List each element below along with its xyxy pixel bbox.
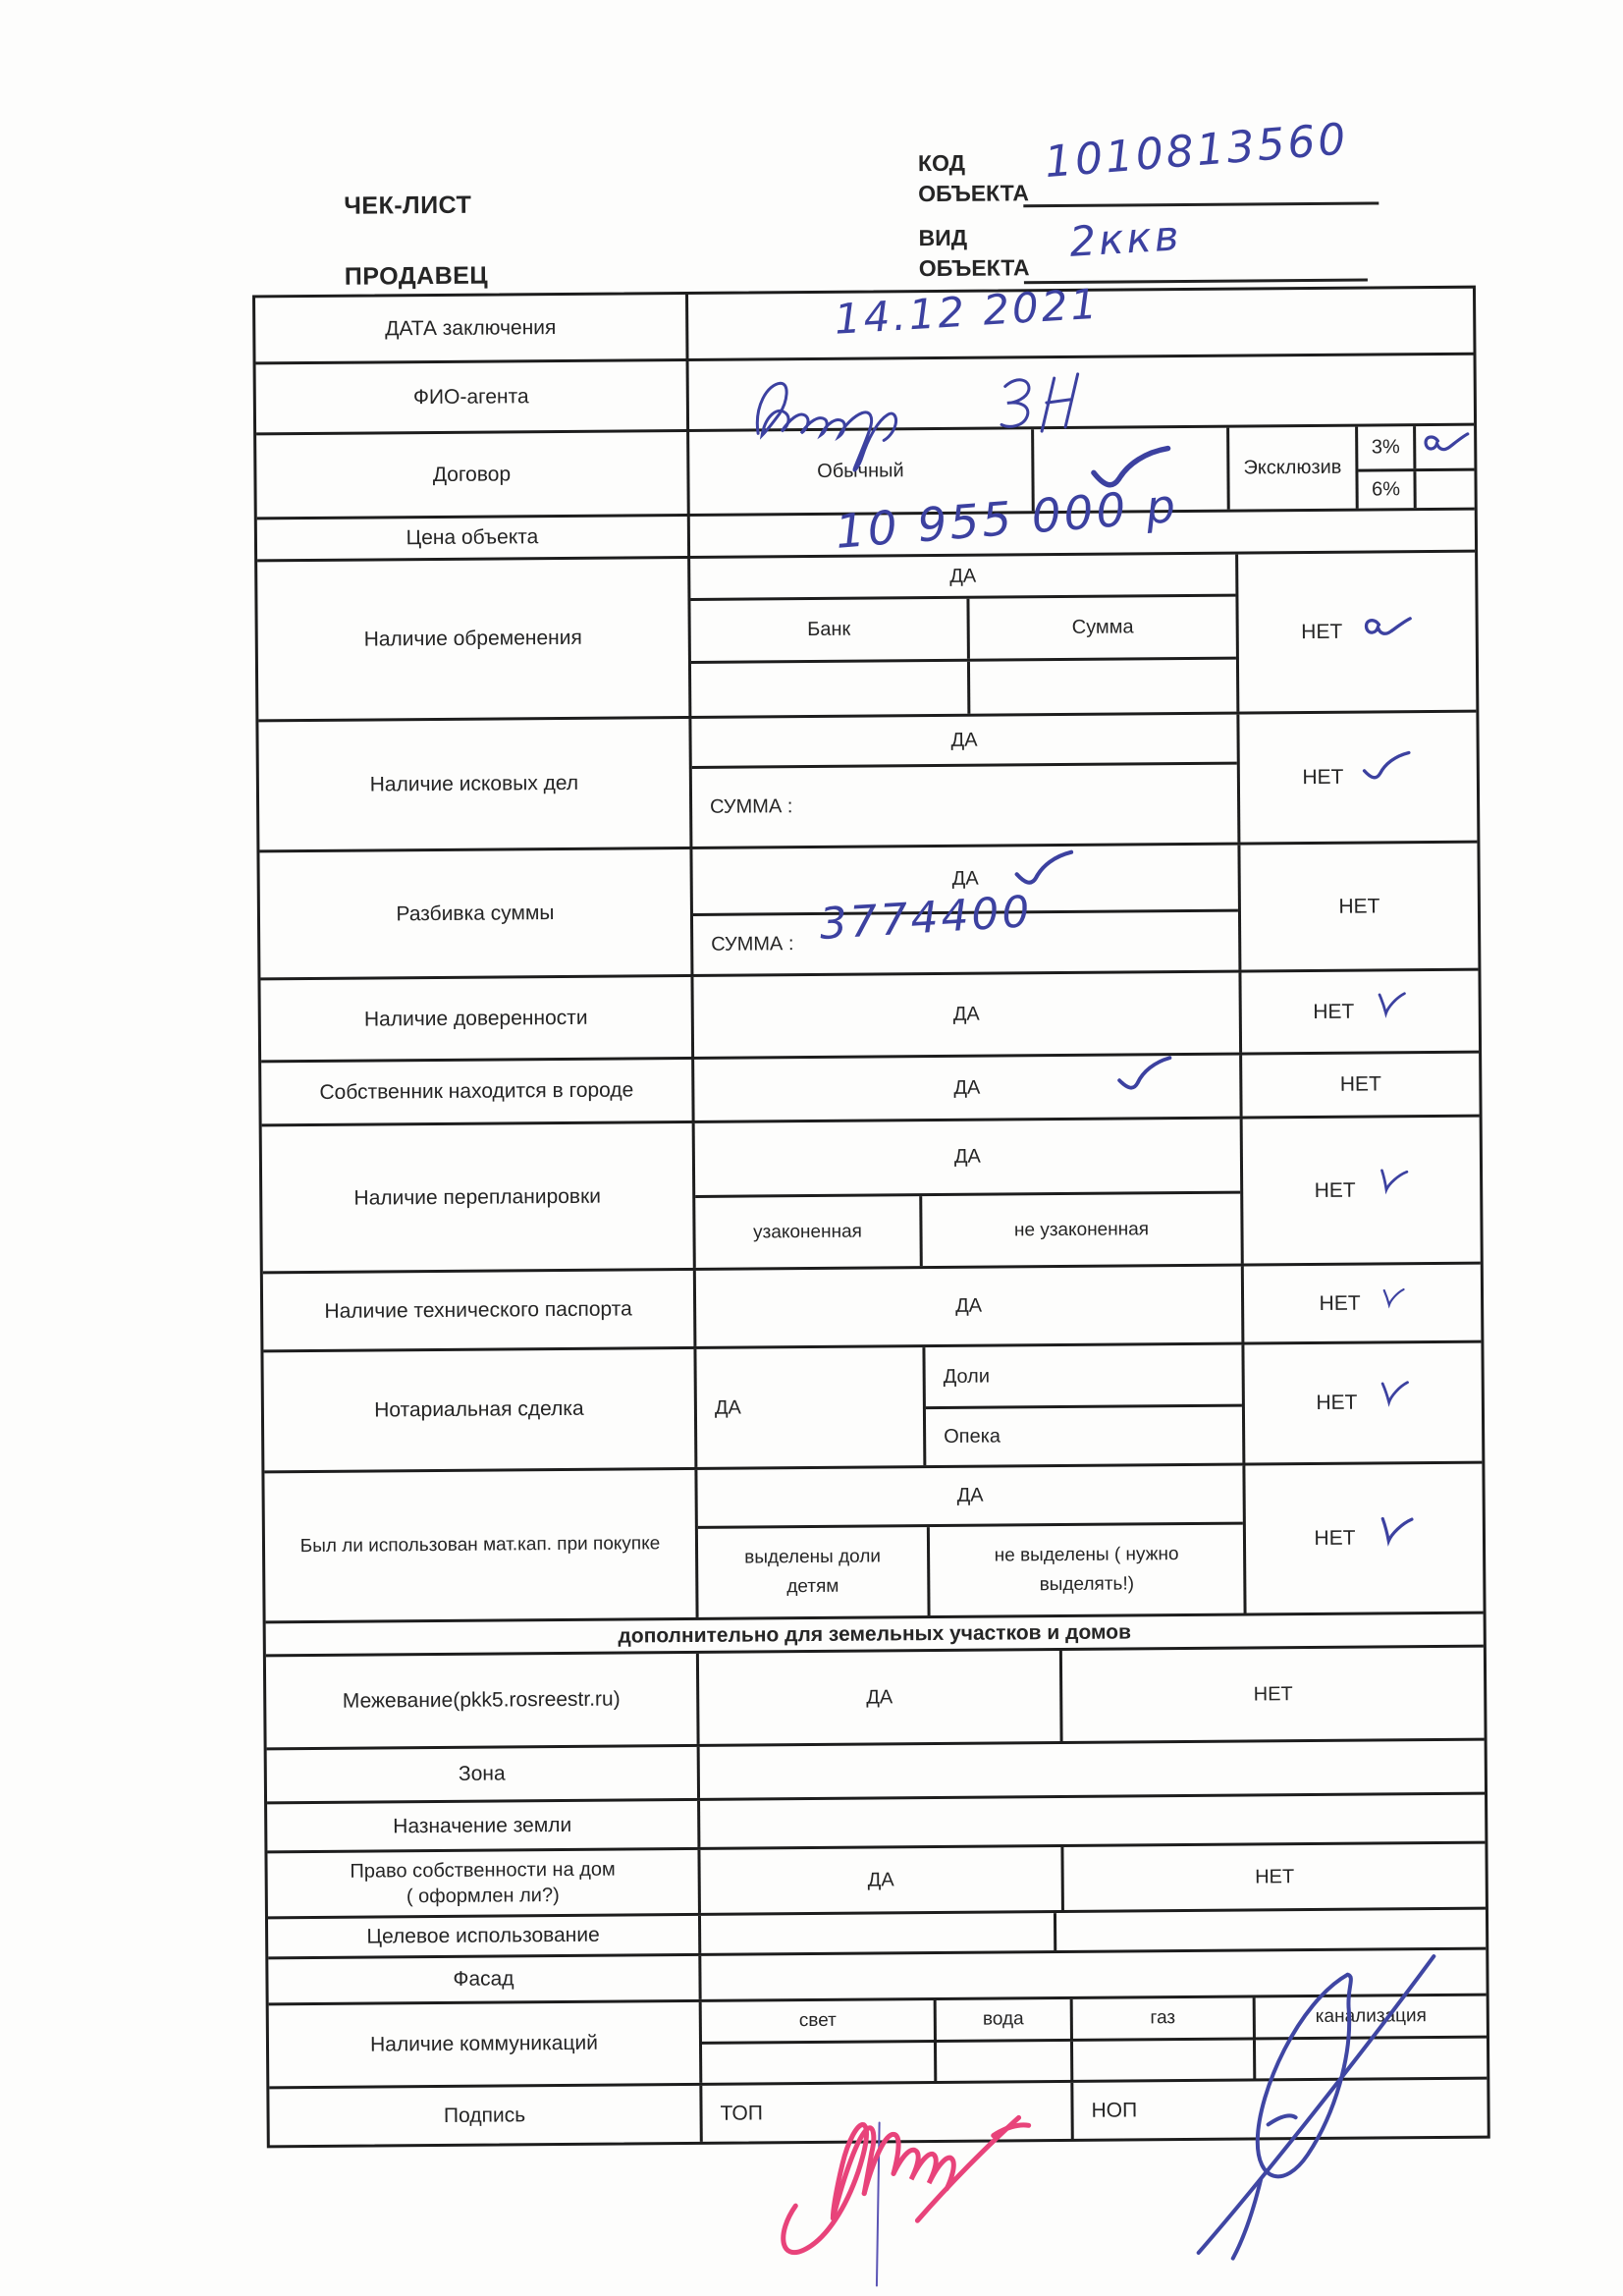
checkmark-icon [1418,428,1472,460]
row-label: Договор [432,462,512,486]
row-facade [268,1947,1486,2003]
row-label: Нотариальная сделка [374,1396,584,1422]
house-ownership-yes-cell: ДА [697,1847,1060,1913]
row-label: ФИО-агента [412,384,529,409]
row-label: Наличие коммуникаций [369,2031,599,2056]
split-sum-cell: СУММА : 3774400 [693,909,1238,974]
maternity-allocated-cell: выделены доли детям [744,1546,882,1598]
utility-sewerage-cell: канализация [1253,1996,1487,2038]
checkmark-icon [1378,1286,1405,1308]
replanning-no-cell: НЕТ [1240,1118,1481,1264]
row-land-purpose [267,1792,1485,1851]
row-label: Наличие исковых дел [369,771,579,796]
doc-title: ЧЕК-ЛИСТ [344,191,472,220]
poa-yes-cell: ДА [690,973,1239,1057]
agent-signature-cell [686,355,1475,429]
row-label: Наличие обременения [363,626,582,651]
encumbrance-no-cell: НЕТ [1235,553,1476,712]
row-maternity-capital [264,1461,1483,1621]
rate-6pct-label: 6% [1372,478,1401,501]
row-date [255,279,1473,362]
row-encumbrance [257,550,1476,720]
zone-value-cell [697,1741,1485,1798]
row-lawsuits [258,710,1477,850]
row-notarial [263,1340,1482,1471]
row-signature [269,2077,1487,2146]
owner-in-city-no-cell: НЕТ [1239,1054,1479,1117]
rate-3pct-checkbox [1413,426,1474,468]
maternity-yes-cell: ДА [956,1484,984,1506]
rate-6pct-checkbox [1413,471,1474,508]
checkmark-icon [1372,989,1407,1018]
row-replanning [262,1115,1481,1272]
object-code-label: КОД ОБЪЕКТА [917,149,1030,207]
lawsuits-sum-cell: СУММА : [692,762,1238,847]
replanning-yes-cell: ДА [953,1145,981,1168]
rate-3pct-label: 3% [1371,436,1400,459]
row-utilities [269,1994,1488,2087]
object-type-label: ВИД ОБЪЕКТА [918,224,1030,282]
row-survey [266,1645,1485,1748]
intended-use-value-cell [698,1913,1054,1953]
row-label: Собственник находится в городе [319,1078,634,1104]
row-zone [267,1738,1485,1802]
land-purpose-value-cell [697,1795,1485,1847]
lawsuits-yes-cell: ДА [950,729,978,751]
checkmark-icon [1359,612,1414,643]
row-label: Подпись [443,2103,526,2127]
contract-exclusive-cell: Эксклюзив [1226,427,1356,510]
row-poa [260,968,1479,1061]
row-label: Назначение земли [393,1813,572,1837]
row-label: Межевание(pkk5.rosreestr.ru) [342,1687,621,1713]
utility-gas-cell: газ [1070,1998,1253,2039]
encumbrance-bank-cell: Банк [807,618,851,641]
encumbrance-sum-cell: Сумма [966,597,1235,659]
tech-passport-no-cell: НЕТ [1241,1265,1482,1342]
row-label: Цена объекта [406,525,539,550]
notarial-shares-cell: Доли [943,1365,991,1388]
seller-label: ПРОДАВЕЦ [344,261,489,291]
maternity-not-allocated-cell: не выделены ( нужно выделять!) [927,1525,1244,1616]
utility-light-cell: свет [798,2009,837,2032]
checklist-table [252,279,1490,2149]
row-label: ДАТА заключения [385,315,557,340]
date-handwritten-value: 14.12 2021 [833,279,1102,344]
notarial-custody-cell: Опека [926,1404,1242,1466]
row-label: Право собственности на дом ( оформлен ли?) [350,1858,616,1908]
encumbrance-yes-cell: ДА [949,565,977,587]
row-label: Разбивка суммы [396,901,555,925]
checkmark-icon [1375,1377,1410,1408]
survey-yes-cell: ДА [696,1651,1060,1744]
row-label: Зона [458,1762,506,1785]
replanning-not-legalized-cell: не узаконенная [919,1194,1241,1267]
owner-in-city-yes-cell: ДА [691,1056,1239,1121]
split-no-cell: НЕТ [1237,844,1478,970]
split-sum-handwritten-value: 3774400 [818,886,1034,950]
contract-regular-cell: Обычный [686,429,1032,514]
contract-rate-cells [1355,426,1475,509]
house-ownership-no-cell: НЕТ [1060,1844,1485,1910]
maternity-no-cell: НЕТ [1242,1464,1483,1613]
replanning-legalized-cell: узаконенная [753,1221,862,1242]
lawsuits-no-cell: НЕТ [1236,713,1477,843]
facade-value-cell [698,1950,1486,1999]
land-section-title: дополнительно для земельных участков и домов [618,1619,1132,1648]
survey-no-cell: НЕТ [1059,1648,1485,1741]
tech-passport-yes-cell: ДА [693,1267,1242,1346]
notarial-no-cell: НЕТ [1241,1343,1482,1463]
row-label: Фасад [453,1967,514,1991]
row-tech-passport [263,1262,1482,1350]
row-label: Был ли использован мат.кап. при покупке [299,1533,661,1558]
row-split [259,841,1478,978]
notarial-yes-cell: ДА [693,1347,923,1467]
poa-no-cell: НЕТ [1238,971,1479,1053]
row-house-ownership [267,1841,1485,1917]
price-value-cell [687,478,1475,560]
split-yes-cell: ДА [692,846,1237,913]
row-label: Наличие перепланировки [353,1184,602,1210]
object-code-value: 1010813560 [1043,114,1351,189]
row-owner-in-city [261,1051,1479,1124]
signature-top-cell: ТОП [699,2083,1070,2142]
object-code-underline [1023,201,1379,207]
checkmark-icon [1358,747,1415,789]
price-handwritten-value: 10 955 000 р [833,478,1180,560]
row-label: Наличие технического паспорта [324,1296,632,1323]
row-label: Целевое использование [366,1923,600,1948]
row-agent [256,353,1475,433]
intended-use-value-cell-2 [1054,1910,1486,1950]
row-label: Наличие доверенности [363,1006,588,1031]
encumbrance-bank-value-cell [691,662,967,716]
checkmark-icon [1111,1051,1178,1101]
signature-nop-cell: НОП [1070,2080,1487,2139]
encumbrance-sum-value-cell [967,660,1236,714]
checkmark-icon [1372,1506,1416,1555]
checkmark-icon [1372,1162,1410,1198]
date-value-cell [685,279,1473,358]
object-type-value: 2ккв [1067,211,1183,266]
utility-water-cell: вода [934,1999,1070,2040]
